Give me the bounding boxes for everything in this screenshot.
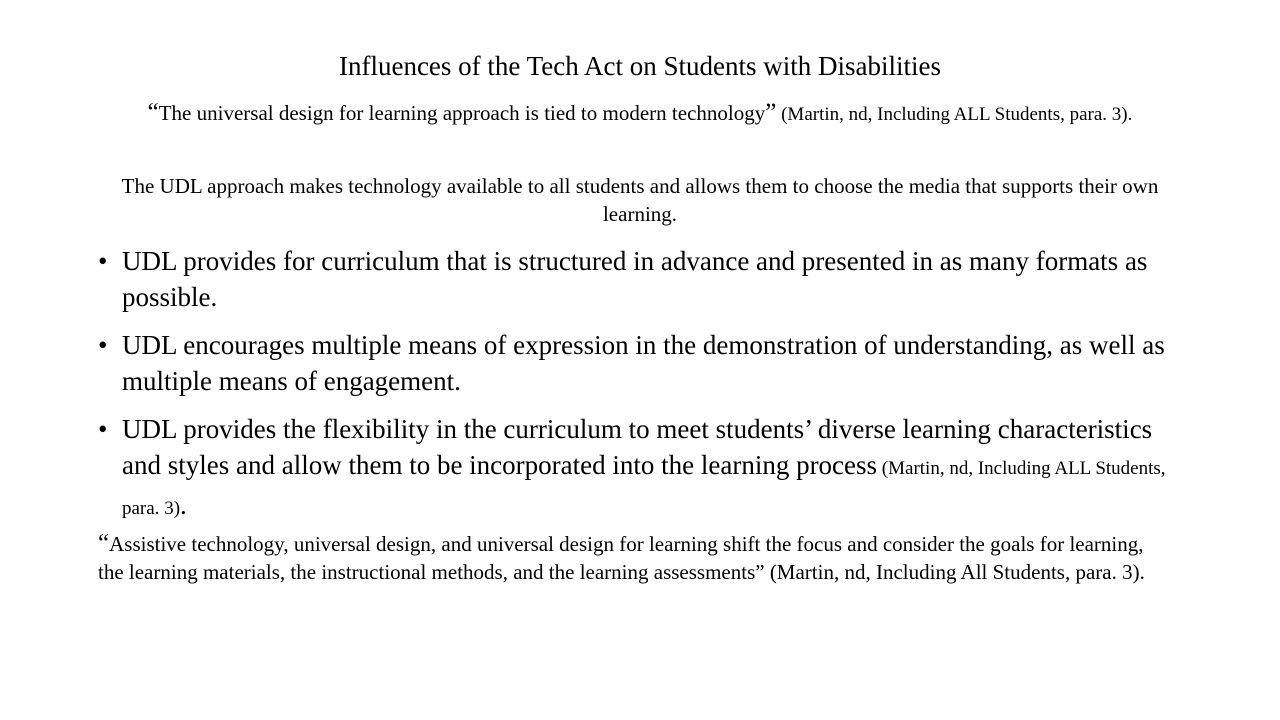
bullet-item	[98, 327, 1178, 399]
bullet-item	[98, 411, 1178, 527]
assistive-technology-quote	[98, 530, 1148, 586]
slide-title: Influences of the Tech Act on Students with Disabilities	[338, 51, 941, 81]
bullet-text: UDL provides for curriculum that is structured in advance and presented in as many formats as possible.	[122, 246, 1148, 312]
bullet-citation: (Martin, nd, Including ALL Students, para. 3)	[122, 458, 1166, 519]
bullet-marker: •	[98, 330, 108, 360]
quote-citation: (Martin, nd, Including ALL Students, para. 3).	[776, 104, 1133, 125]
quote-text: Assistive technology, universal design, and universal design for learning shift the focus and consider the goals for learning, the learning materials, the instructional methods, and the learning assessments” (Martin, nd, Including All Students, para. 3).	[98, 532, 1145, 584]
close-quote-mark: ”	[765, 99, 777, 126]
quote-text: The universal design for learning approach is tied to modern technology	[158, 101, 766, 125]
bullet-text: UDL provides the flexibility in the curriculum to meet students’ diverse learning characteristics and styles and allow them to be incorporated into the learning process	[122, 414, 1153, 480]
bullet-list	[98, 243, 1178, 539]
open-quote-mark: “	[98, 530, 110, 557]
udl-summary: The UDL approach makes technology available to all students and allows them to choose the media that supports their own learning.	[121, 174, 1159, 226]
open-quote-mark: “	[147, 99, 159, 126]
bullet-item	[98, 243, 1178, 315]
bullet-text: UDL encourages multiple means of expression in the demonstration of understanding, as well as multiple means of engagement.	[122, 330, 1165, 396]
bullet-marker: •	[98, 414, 108, 444]
bullet-end-period: .	[180, 490, 187, 520]
bullet-marker: •	[98, 246, 108, 276]
udl-technology-quote	[80, 98, 1200, 130]
